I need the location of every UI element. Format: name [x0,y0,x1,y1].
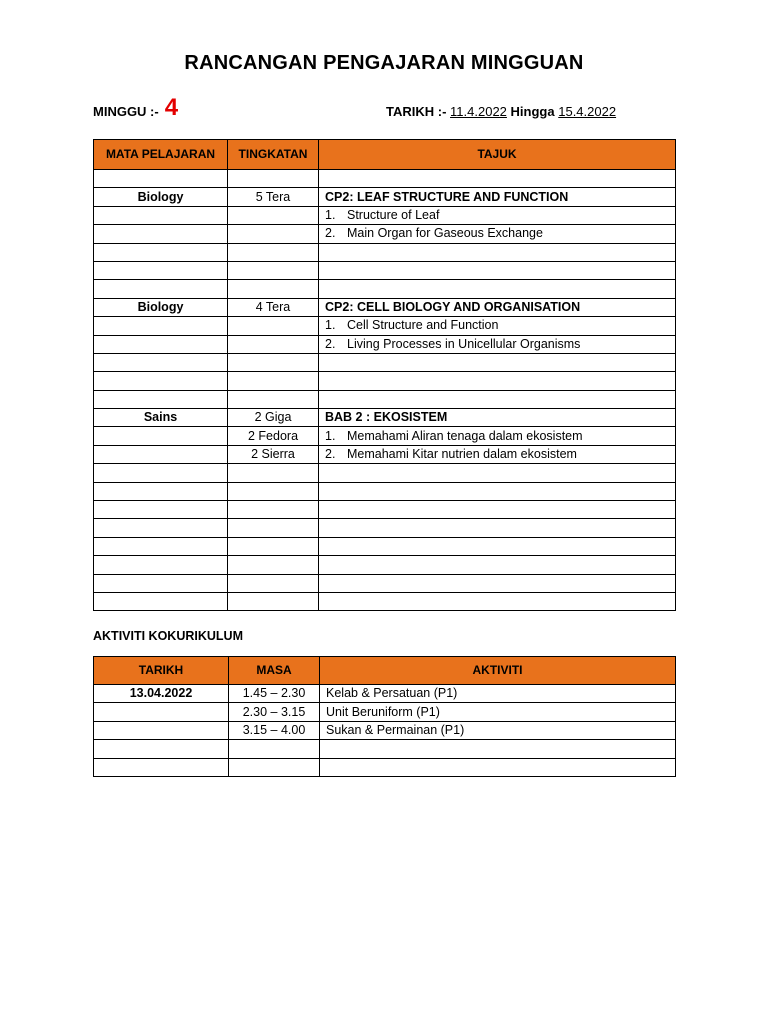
table-row [94,721,676,739]
form-cell [228,482,319,500]
table-row [94,317,676,335]
topic-cell [319,464,676,482]
cocurricular-table [93,656,676,777]
date-to: 15.4.2022 [558,104,617,119]
topic-text: Structure of Leaf [347,207,440,222]
time-cell: 1.45 – 2.30 [229,685,320,703]
date-cell [94,758,229,776]
subject-cell [94,353,228,371]
topic-text: Living Processes in Unicellular Organisms [347,336,581,351]
topic-cell [319,574,676,592]
form-cell [228,556,319,574]
table-row [94,537,676,555]
topic-cell [319,409,676,427]
topic-cell [319,206,676,224]
header-date: TARIKH [94,657,229,685]
header-subject: MATA PELAJARAN [94,140,228,170]
subject-cell [94,390,228,408]
activity-cell: Sukan & Permainan (P1) [320,721,676,739]
form-cell [228,574,319,592]
table-row [94,188,676,206]
subject-cell [94,206,228,224]
form-cell [228,170,319,188]
subject-cell [94,519,228,537]
cocurricular-header-row [94,657,676,685]
week-line [93,96,178,126]
header-form: TINGKATAN [228,140,319,170]
form-cell [228,335,319,353]
table-row [94,280,676,298]
form-cell [228,501,319,519]
form-cell: 2 Fedora [228,427,319,445]
table-row [94,427,676,445]
table-row [94,464,676,482]
lesson-plan-header-row [94,140,676,170]
lesson-plan-table [93,139,676,611]
topic-text: Memahami Kitar nutrien dalam ekosistem [347,447,577,462]
topic-cell [319,501,676,519]
form-cell [228,243,319,261]
date-from: 11.4.2022 [450,104,507,119]
topic-cell [319,243,676,261]
topic-cell [319,353,676,371]
topic-text: Cell Structure and Function [347,318,499,333]
table-row [94,740,676,758]
topic-text: CP2: CELL BIOLOGY AND ORGANISATION [325,299,581,314]
topic-number: 1. [325,318,336,333]
form-cell [228,206,319,224]
topic-cell [319,317,676,335]
header-time: MASA [229,657,320,685]
form-cell: 4 Tera [228,298,319,316]
form-cell [228,225,319,243]
date-label: TARIKH :- [386,104,447,119]
topic-text: Main Organ for Gaseous Exchange [347,226,543,241]
table-row [94,390,676,408]
topic-number: 1. [325,207,336,222]
subject-cell: Sains [94,409,228,427]
topic-cell [319,372,676,390]
topic-cell [319,261,676,279]
subject-cell [94,317,228,335]
table-row [94,574,676,592]
subject-cell [94,537,228,555]
subject-cell [94,243,228,261]
subject-cell [94,225,228,243]
subject-cell [94,372,228,390]
subject-cell [94,280,228,298]
time-cell [229,740,320,758]
activity-cell: Unit Beruniform (P1) [320,703,676,721]
time-cell: 2.30 – 3.15 [229,703,320,721]
topic-cell [319,519,676,537]
topic-cell [319,170,676,188]
table-row [94,758,676,776]
topic-number: 2. [325,336,336,351]
table-row [94,445,676,463]
table-row [94,372,676,390]
subject-cell [94,482,228,500]
topic-cell [319,427,676,445]
cocurricular-label: AKTIVITI KOKURIKULUM [93,629,243,643]
subject-cell [94,556,228,574]
form-cell [228,519,319,537]
subject-cell [94,261,228,279]
date-cell [94,703,229,721]
table-row [94,501,676,519]
topic-number: 2. [325,226,336,241]
subject-cell [94,592,228,610]
activity-cell [320,758,676,776]
table-row [94,685,676,703]
topic-cell [319,335,676,353]
subject-cell: Biology [94,298,228,316]
table-row [94,556,676,574]
form-cell [228,317,319,335]
date-cell [94,740,229,758]
table-row [94,353,676,371]
topic-number: 1. [325,428,336,443]
table-row [94,703,676,721]
topic-cell [319,298,676,316]
week-number: 4 [164,94,179,121]
subject-cell [94,335,228,353]
header-topic: TAJUK [319,140,676,170]
form-cell [228,372,319,390]
table-row [94,261,676,279]
form-cell [228,390,319,408]
subject-cell [94,501,228,519]
time-cell: 3.15 – 4.00 [229,721,320,739]
subject-cell [94,464,228,482]
topic-cell [319,592,676,610]
topic-cell [319,482,676,500]
table-row [94,298,676,316]
time-cell [229,758,320,776]
table-row [94,519,676,537]
form-cell [228,464,319,482]
subject-cell [94,427,228,445]
form-cell [228,261,319,279]
form-cell: 2 Sierra [228,445,319,463]
topic-cell [319,188,676,206]
date-cell [94,721,229,739]
topic-cell [319,225,676,243]
topic-text: CP2: LEAF STRUCTURE AND FUNCTION [325,189,569,204]
page-title: RANCANGAN PENGAJARAN MINGGUAN [184,52,584,74]
table-row [94,482,676,500]
week-label: MINGGU :- [93,103,159,119]
form-cell: 2 Giga [228,409,319,427]
form-cell [228,592,319,610]
topic-text: BAB 2 : EKOSISTEM [325,410,448,425]
topic-cell [319,556,676,574]
subject-cell [94,445,228,463]
date-between: Hingga [510,104,555,119]
subject-cell [94,170,228,188]
table-row [94,170,676,188]
topic-cell [319,390,676,408]
form-cell [228,353,319,371]
table-row [94,225,676,243]
subject-cell [94,574,228,592]
topic-cell [319,537,676,555]
form-cell [228,537,319,555]
topic-cell [319,280,676,298]
activity-cell [320,740,676,758]
topic-text: Memahami Aliran tenaga dalam ekosistem [347,428,583,443]
subject-cell: Biology [94,188,228,206]
table-row [94,335,676,353]
form-cell: 5 Tera [228,188,319,206]
date-line [386,104,616,119]
topic-cell [319,445,676,463]
table-row [94,206,676,224]
table-row [94,243,676,261]
table-row [94,409,676,427]
header-activity: AKTIVITI [320,657,676,685]
table-row [94,592,676,610]
date-cell: 13.04.2022 [94,685,229,703]
topic-number: 2. [325,447,336,462]
form-cell [228,280,319,298]
activity-cell: Kelab & Persatuan (P1) [320,685,676,703]
